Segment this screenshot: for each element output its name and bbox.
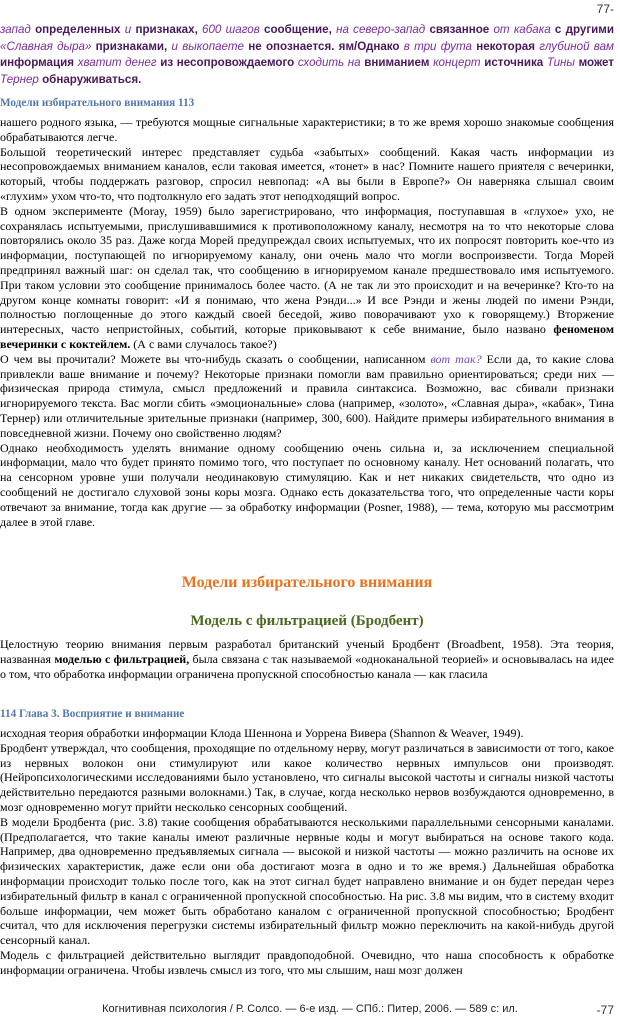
mixed-message-paragraph: запад определенных и признаках, 600 шагов сообщение, на северо-запад связанное от кабака с другими «Славная дыра» признаками, и выкопаете не опознается. ям/Однако в три фута некоторая глубиной вам информация хватит денег из несопровождаемого сходить на вниманием концерт источника Тины может Тернер обнаруживаться. xyxy=(0,23,614,86)
footer-citation: Когнитивная психология / Р. Солсо. — 6-е изд. — СПб.: Питер, 2006. — 589 с: ил. xyxy=(102,1003,518,1015)
highlighted-phrase: вот так? xyxy=(430,351,482,366)
paragraph: Большой теоретический интерес представляет судьба «забытых» сообщений. Какая часть информации из несопровождаемых вниманием каналов, если таковая имеется, «тонет» в нас? Помните нашего приятеля с вечеринки, который, чтобы поддержать разговор, спросил невпопад: «А вы были в Европе?» Он наверняка слышал своим «глухим» ухом что-то, что подтолкнуло его задать этот неподходящий вопрос. xyxy=(0,144,614,203)
paragraph: В одном эксперименте (Moray, 1959) было зарегистрировано, что информация, поступавшая в «глухое» ухо, не сохранялась испытуемыми, прислушивавшимися к противоположному каналу, несмотря на то что некоторые слова повторялись около 35 раз. Даже когда Морей предупреждал своих испытуемых, что их попросят повторить кое-что из информации, поступающей по игнорируемому каналу, они очень мало что могли воспроизвести. Тогда Морей предпринял важный шаг: он сделал так, что сообщению в игнорируемом канале предшествовало имя испытуемого. При таком условии это сообщение принималось более часто. (А не так ли это происходит и на вечеринке? Кто-то на другом конце комнаты говорит: «И я понимаю, что жена Рэнди...» И все Рэнди и жены людей по имени Рэнди, полностью поглощенные до этого каждый своей беседой, живо поворачивают ухо к говорящему.) Вторжение интересных, часто непристойных, событий, которые приковывают к себе внимание, было названо феноменом вечеринки с коктейлем. (А с вами случалось такое?) xyxy=(0,203,614,351)
paragraph: Целостную теорию внимания первым разработал британский ученый Бродбент (Broadbent, 1958). Эта теория, названная моделью с фильтрацией, была связана с так называемой «одноканальной теорией» и основывалась на идее о том, что обработка информации ограничена пропускной способностью канала — как гласила xyxy=(0,637,615,681)
paragraph: Бродбент утверждал, что сообщения, проходящие по отдельному нерву, могут различаться в зависимости от того, какое из нервных волокон они стимулируют или какое количество нервных импульсов они производят. (Нейропсихологическими исследованиями было установлено, что сигналы высокой частоты и сигналы низкой частоты действительно передаются разными волокнами.) Так, в случае, когда несколько нервов возбуждаются одновременно, в мозг одновременно могут прийти несколько сенсорных сообщений. xyxy=(0,740,614,814)
page-number-bottom: -77 xyxy=(596,1003,614,1017)
body-block-1 xyxy=(0,115,614,529)
subsection-heading: Модель с фильтрацией (Бродбент) xyxy=(190,613,424,629)
body-block-3 xyxy=(0,726,614,978)
body-block-2 xyxy=(0,637,614,681)
paragraph: Однако необходимость уделять внимание одному сообщению очень сильна и, за исключением специальной информации, мало что будет принято помимо того, что поступает по основному каналу. Нет оснований полагать, что на сенсорном уровне уши получали неодинаковую стимуляцию. Как и нет никаких свидетельств, что одно из сообщений не достигало слуховой зоны коры мозга. Однако есть доказательства того, что определенные части коры отвечают за внимание, тогда как другие — за обработку информации (Posner, 1988), — тема, которую мы рассмотрим далее в этой главе. xyxy=(0,440,614,529)
paragraph: О чем вы прочитали? Можете вы что-нибудь сказать о сообщении, написанном вот так? Если да, то какие слова привлекли ваше внимание и почему? Некоторые признаки помогли вам правильно ориентироваться; среди них — физическая природа стимула, смысл предложений и правила синтаксиса. Возможно, вас сбивали признаки игнорируемого текста. Вас могли сбить «эмоциональные» слова (например, «золото», «Славная дыра», «кабак», Тина Тернер) или отличительные зрительные признаки (например, 300, 600). Найдите примеры избирательного внимания в повседневной жизни. Почему оно свойственно людям? xyxy=(0,351,614,440)
paragraph: В модели Бродбента (рис. 3.8) такие сообщения обрабатываются несколькими параллельными сенсорными каналами. (Предполагается, что такие каналы имеют различные нервные коды и могут выбираться на основе такого кода. Например, два одновременно предъявляемых сигнала — высокой и низкой частоты — можно различить на основе их физических характеристик, даже если они оба достигают мозга в одно и то же время.) Дальнейшая обработка информации происходит только после того, как на этот сигнал будет направлено внимание и он будет передан через избирательный фильтр в канал с ограниченной пропускной способностью. На рис. 3.8 мы видим, что в систему входит больше информации, чем может быть обработано каналом с ограниченной пропускной способностью; Бродбент считал, что для исключения перегрузки системы избирательный фильтр можно переключить на какой-нибудь другой сенсорный канал. xyxy=(0,814,614,948)
page-number-top: 77- xyxy=(596,2,614,16)
paragraph: Модель с фильтрацией действительно выглядит правдоподобной. Очевидно, что наша способность к обработке информации ограничена. Чтобы извлечь смысл из того, что мы слышим, наш мозг должен xyxy=(0,947,614,977)
paragraph: исходная теория обработки информации Клода Шеннона и Уоррена Вивера (Shannon & Weaver, 1949). xyxy=(0,726,524,740)
section-heading: Модели избирательного внимания xyxy=(181,574,433,591)
running-header-page-114: 114 Глава 3. Восприятие и внимание xyxy=(0,708,185,720)
running-header-page-113: Модели избирательного внимания 113 xyxy=(0,97,195,109)
bold-term: моделью с фильтрацией, xyxy=(54,651,190,666)
paragraph: нашего родного языка, — требуются мощные сигнальные характеристики; в то же время хорошо знакомые сообщения обрабатываются легче. xyxy=(0,115,614,144)
bold-term: феноменом вечеринки с коктейлем. xyxy=(0,322,614,351)
